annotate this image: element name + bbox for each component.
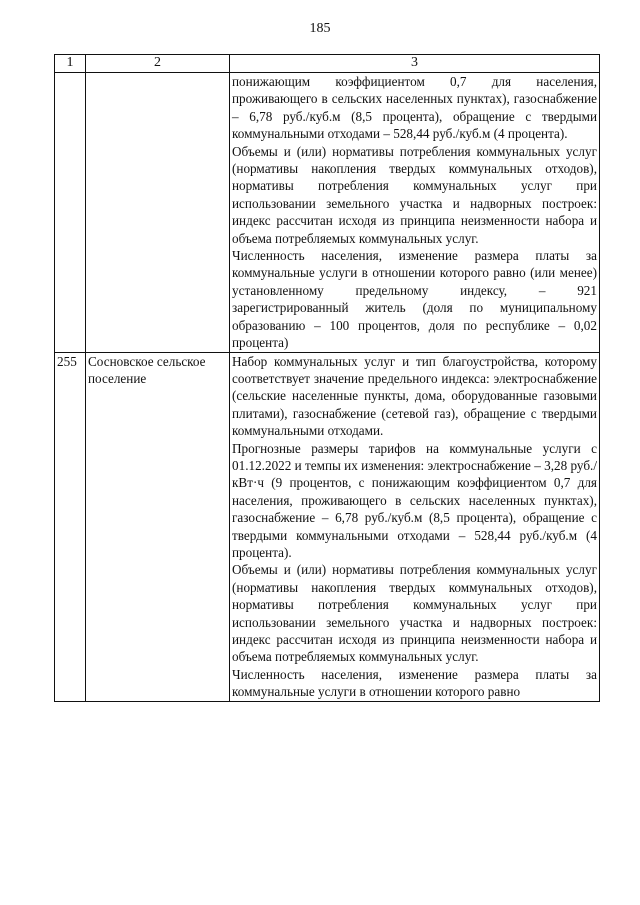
paragraph: Численность населения, изменение размера платы за коммунальные услуги в отношении которого равно (или менее) установленному предельному индексу, – 921 зарегистрированный житель (доля по муниципальному образованию – 100 процентов, доля по республике – 0,02 процента) — [232, 248, 597, 351]
row-number: 255 — [55, 352, 86, 701]
header-row — [55, 55, 600, 73]
paragraph: Объемы и (или) нормативы потребления коммунальных услуг (нормативы накопления твердых коммунальных отходов), нормативы потребления коммунальных услуг при использовании земельного участка и надворных построек: индекс рассчитан исходя из принципа неизменности набора и объема потребляемых коммунальных услуг. — [232, 143, 597, 246]
description-cell — [230, 352, 600, 701]
settlement-name: Сосновское сельское поселение — [86, 352, 230, 701]
paragraph: Объемы и (или) нормативы потребления коммунальных услуг (нормативы накопления твердых коммунальных отходов), нормативы потребления коммунальных услуг при использовании земельного участка и надворных построек: индекс рассчитан исходя из принципа неизменности набора и объема потребляемых коммунальных услуг. — [232, 562, 597, 665]
description-cell — [230, 73, 600, 353]
table-row — [55, 352, 600, 701]
paragraph: Прогнозные размеры тарифов на коммунальные услуги с 01.12.2022 и темпы их изменения: электроснабжение – 3,28 руб./кВт·ч (9 процентов, с понижающим коэффициентом 0,7 для населения, проживающего в сельских населенных пунктах), газоснабжение – 6,78 руб./куб.м (8,5 процента), обращение с твердыми коммунальными отходами – 528,44 руб./куб.м (4 процента). — [232, 440, 597, 560]
settlement-name — [86, 73, 230, 353]
paragraph: Численность населения, изменение размера платы за коммунальные услуги в отношении которого равно — [232, 666, 597, 700]
table-row — [55, 73, 600, 353]
column-header-2: 2 — [86, 55, 230, 73]
tariff-table — [54, 54, 600, 702]
page-number: 185 — [309, 21, 331, 36]
column-header-3: 3 — [230, 55, 600, 73]
paragraph: понижающим коэффициентом 0,7 для населения, проживающего в сельских населенных пунктах), газоснабжение – 6,78 руб./куб.м (8,5 процента), обращение с твердыми коммунальными отходами – 528,44 руб./куб.м (4 процента). — [232, 74, 597, 142]
column-header-1: 1 — [55, 55, 86, 73]
paragraph: Набор коммунальных услуг и тип благоустройства, которому соответствует значение предельного индекса: электроснабжение (сельские населенные пункты, дома, оборудованные газовыми плитами), газоснабжение (сетевой газ), обращение с твердыми коммунальными отходами. — [232, 353, 597, 439]
row-number — [55, 73, 86, 353]
